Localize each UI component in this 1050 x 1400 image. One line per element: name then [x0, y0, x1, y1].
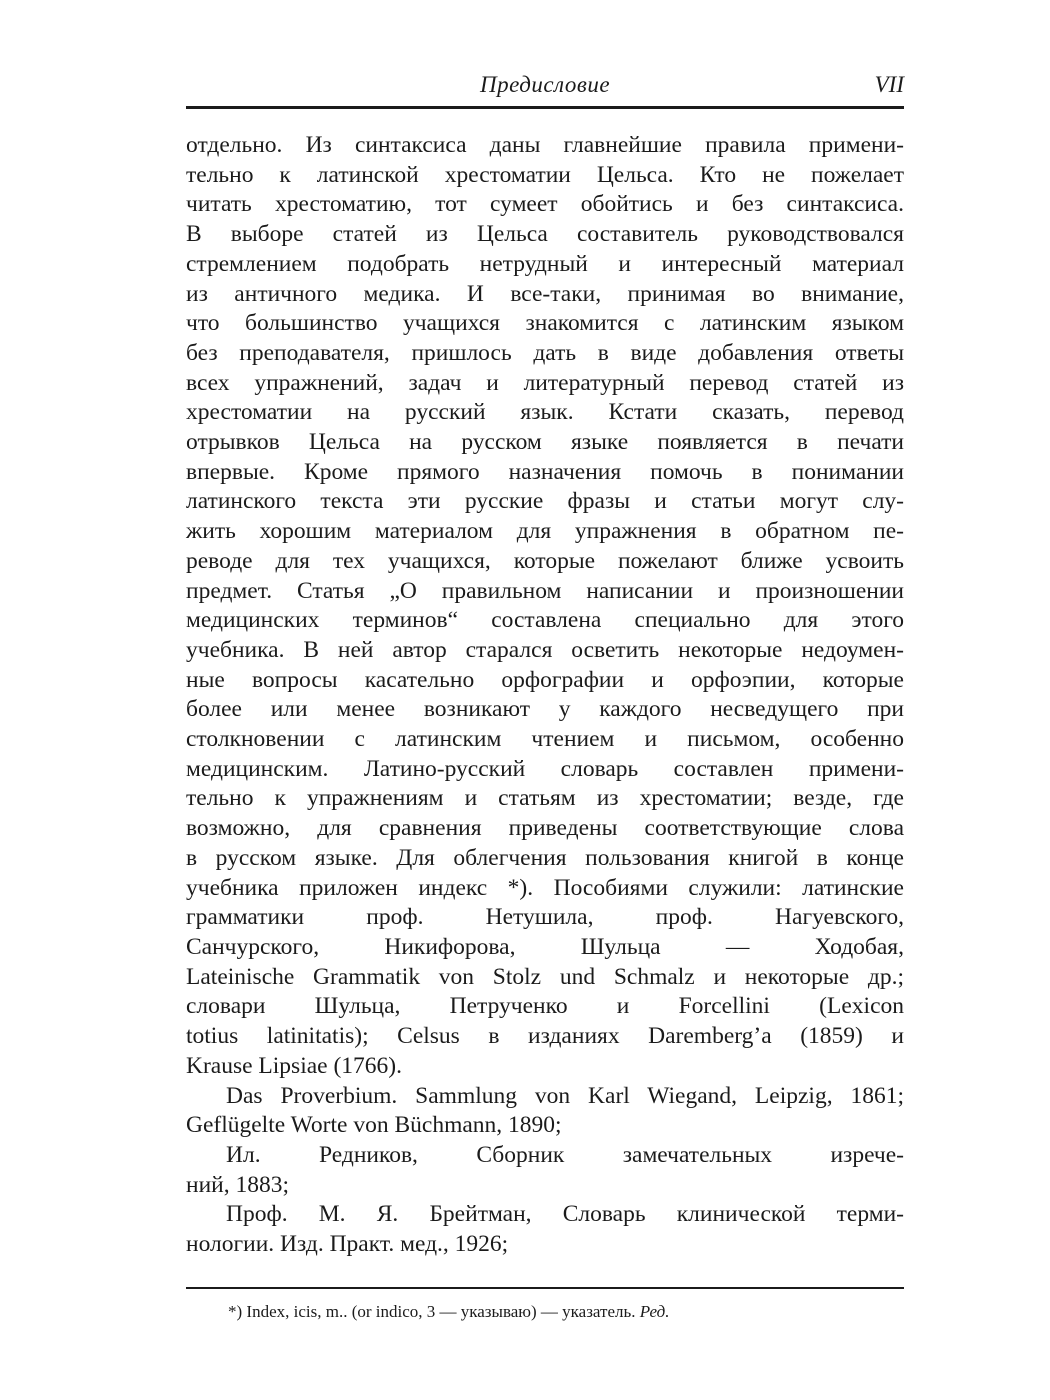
text-line: учебника приложен индекс *). Пособиями служили: латинские — [186, 874, 904, 901]
text-line: реводе для тех учащихся, которые пожелают ближе усвоить — [186, 547, 904, 574]
reference-line: нологии. Изд. Практ. мед., 1926; — [186, 1231, 509, 1258]
text-line: словари Шульца, Петрученко и Forcellini (Lexicon — [186, 993, 904, 1020]
text-line: отрывков Цельса на русском языке появляется в печати — [186, 429, 904, 456]
page-number: VII — [874, 72, 904, 97]
text-line: более или менее возникают у каждого несведущего при — [186, 696, 904, 723]
text-line: предмет. Статья „О правильном написании и произношении — [186, 577, 904, 604]
running-header — [186, 70, 904, 109]
text-line: стремлением подобрать нетрудный и интересный материал — [186, 250, 904, 277]
text-line: без преподавателя, пришлось дать в виде добавления ответы — [186, 339, 904, 366]
text-line: отдельно. Из синтаксиса даны главнейшие правила примени- — [186, 132, 904, 158]
text-line: хрестоматии на русский язык. Кстати сказать, перевод — [186, 399, 904, 426]
text-line: в русском языке. Для облегчения пользования книгой в конце — [186, 844, 904, 871]
text-line: медицинских терминов“ составлена специально для этого — [186, 607, 904, 634]
footnote-text: *) Index, icis, m.. (or indico, 3 — указываю) — указатель. — [228, 1302, 636, 1321]
text-line: грамматики проф. Нетушила, проф. Нагуевского, — [186, 904, 904, 931]
text-line: из античного медика. И все-таки, принимая во внимание, — [186, 280, 904, 307]
reference-line: Ил. Редников, Сборник замечательных изрече- — [226, 1141, 904, 1168]
text-line: Lateinische Grammatik von Stolz und Schmalz и некоторые др.; — [186, 963, 904, 990]
reference-line: Проф. М. Я. Брейтман, Словарь клинической терми- — [226, 1201, 904, 1228]
text-line: Санчурского, Никифорова, Шульца — Ходобая, — [186, 933, 904, 960]
text-line: возможно, для сравнения приведены соответствующие слова — [186, 815, 904, 842]
text-line: Krause Lipsiae (1766). — [186, 1052, 402, 1079]
text-line: ные вопросы касательно орфографии и орфоэпии, которые — [186, 666, 904, 693]
text-line: читать хрестоматию, тот сумеет обойтись и без синтаксиса. — [186, 191, 904, 218]
preface-body — [186, 131, 904, 1260]
footnote — [228, 1302, 904, 1322]
text-line: всех упражнений, задач и литературный перевод статей из — [186, 369, 904, 396]
text-line: тельно к латинской хрестоматии Цельса. Кто не пожелает — [186, 161, 904, 188]
reference-line: ний, 1883; — [186, 1171, 290, 1198]
text-line: впервые. Кроме прямого назначения помочь в понимании — [186, 458, 904, 485]
header-title: Предисловие — [479, 72, 611, 97]
text-line: В выборе статей из Цельса составитель руководствовался — [186, 221, 904, 248]
reference-line: Geflügelte Worte von Büchmann, 1890; — [186, 1112, 562, 1139]
text-line: жить хорошим материалом для упражнения в обратном пе- — [186, 518, 904, 545]
text-line: totius latinitatis); Celsus в изданиях Daremberg’a (1859) и — [186, 1023, 904, 1050]
footnote-editor-mark: Ред. — [639, 1302, 670, 1321]
text-line: медицинским. Латино-русский словарь составлен примени- — [186, 755, 904, 782]
text-line: учебника. В ней автор старался осветить некоторые недоумен- — [186, 636, 904, 663]
text-line: столкновении с латинским чтением и письмом, особенно — [186, 726, 904, 753]
reference-line: Das Proverbium. Sammlung von Karl Wiegand, Leipzig, 1861; — [226, 1082, 904, 1109]
text-line: латинского текста эти русские фразы и статьи могут слу- — [186, 488, 904, 515]
text-line: тельно к упражнениям и статьям из хрестоматии; везде, где — [186, 785, 904, 812]
footnote-divider — [186, 1287, 904, 1289]
text-line: что большинство учащихся знакомится с латинским языком — [186, 310, 904, 337]
